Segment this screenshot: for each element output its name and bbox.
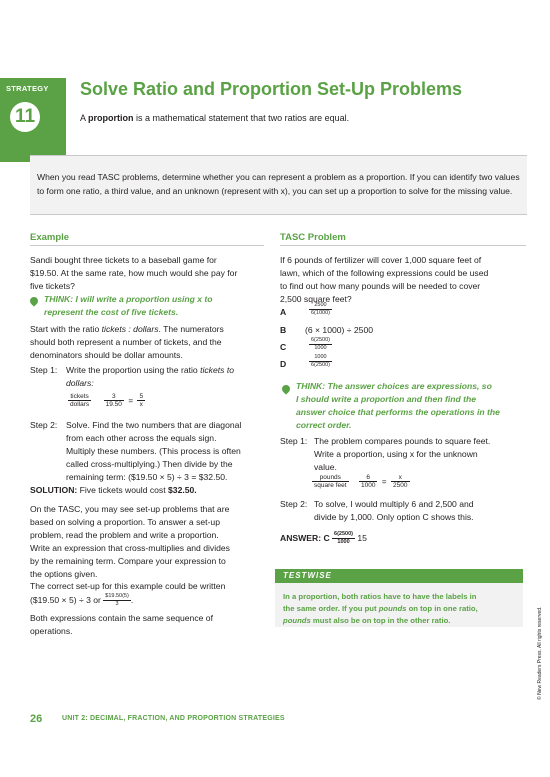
example-tasc-note: On the TASC, you may see set-up problems that are based on solving a proportion. To answer a set-up problem, read the problem and write a proportion. Write an expression that cross-multiplies and divides by the remaining term. Compare your expression to the options given. [30, 504, 230, 579]
example-rule [30, 245, 264, 246]
example-step1: Write the proportion using the ratio tickets to dollars: [66, 365, 234, 388]
tasc-step1: The problem compares pounds to square feet. Write a proportion, using x for the unknown value. [314, 436, 491, 472]
option-d: $\frac{1000}{6(2500)}$ [311, 354, 330, 369]
copyright: © New Readers Press. All rights reserved. [537, 606, 543, 700]
example-think: THINK: I will write a proportion using x to represent the cost of five tickets. [44, 294, 213, 317]
example-proportion: $\frac{\text{tickets}}{\text{dollars}}$ $\frac{3}{19.50}$ = $\frac{5}{x}$ [70, 393, 144, 409]
tasc-problem: If 6 pounds of fertilizer will cover 1,000 square feet of lawn, which of the following expressions could be used to find out how many pounds will be needed to cover 2,500 square feet? [280, 255, 489, 304]
tasc-proportion: $\frac{\text{pounds}}{\text{square feet}}$ $\frac{6}{1000}$ = $\frac{x}{2500}$ [314, 474, 408, 490]
example-step2: Solve. Find the two numbers that are diagonal from each other across the equals sign. Multiply these numbers. (This process is often called cross-multiplying.) Then divide by the remaining term: ($19.50 × 5) ÷ 3 = $32.50. [66, 420, 242, 482]
tasc-step2-label: Step 2: [280, 499, 308, 509]
tasc-step2: To solve, I would multiply 6 and 2,500 and divide by 1,000. Only option C shows this. [314, 499, 474, 522]
option-letter-b: B [280, 325, 287, 335]
testwise-box [275, 583, 523, 627]
example-both: Both expressions contain the same sequence of operations. [30, 613, 213, 636]
option-c: $\frac{6(2500)}{1000}$ [311, 337, 330, 352]
option-letter-c: C [280, 342, 287, 352]
think-pin-icon [280, 383, 291, 394]
option-a: $\frac{2500}{6(1000)}$ [311, 302, 330, 317]
page-number: 26 [30, 713, 43, 725]
example-correct: The correct set-up for this example could be written ($19.50 × 5) ÷ 3 or $\frac{\$19.50(5)}{3}$ . [30, 581, 226, 607]
tasc-heading: TASC Problem [280, 232, 346, 243]
testwise-header [275, 569, 523, 583]
option-letter-d: D [280, 359, 287, 369]
example-solution: SOLUTION: Five tickets would cost $32.50. [30, 485, 197, 495]
step2-label: Step 2: [30, 420, 58, 430]
testwise-text: In a proportion, both ratios have to have the labels in the same order. If you put pounds on top in one ratio, pounds must also be on top in the other ratio. [283, 592, 478, 625]
strategy-label: STRATEGY [6, 84, 49, 93]
definition: A proportion is a mathematical statement that two ratios are equal. [80, 113, 350, 123]
example-problem: Sandi bought three tickets to a baseball game for $19.50. At the same rate, how much would she pay for five tickets? [30, 255, 238, 291]
think-pin-icon [28, 295, 39, 306]
tasc-rule [280, 245, 526, 246]
page-title: Solve Ratio and Proportion Set-Up Problems [80, 79, 463, 99]
testwise-label: TESTWISE [283, 571, 332, 580]
intro-box [30, 155, 527, 215]
strategy-number: 11 [10, 102, 40, 132]
tasc-answer: ANSWER: C $\frac{6(2500)}{1000}$ 15 [280, 531, 367, 545]
option-letter-a: A [280, 307, 287, 317]
option-b: (6 × 1000) ÷ 2500 [305, 325, 374, 335]
example-heading: Example [30, 232, 70, 243]
strategy-tab [0, 78, 66, 162]
tasc-step1-label: Step 1: [280, 436, 308, 446]
footer-text: UNIT 2: DECIMAL, FRACTION, AND PROPORTION STRATEGIES [62, 715, 285, 722]
step1-label: Step 1: [30, 365, 58, 375]
tasc-think: THINK: The answer choices are expressions, so I should write a proportion and then find the answer choice that performs the operations in the correct order. [296, 381, 500, 430]
example-start: Start with the ratio tickets : dollars. The numerators should both represent a number of tickets, and the denominators should be dollar amounts. [30, 324, 224, 360]
intro-text: When you read TASC problems, determine whether you can represent a problem as a proportion. If you can identify two values to form one ratio, a third value, and an unknown (represent with x), you can set up a proportion to solve for the missing value. [37, 172, 520, 196]
